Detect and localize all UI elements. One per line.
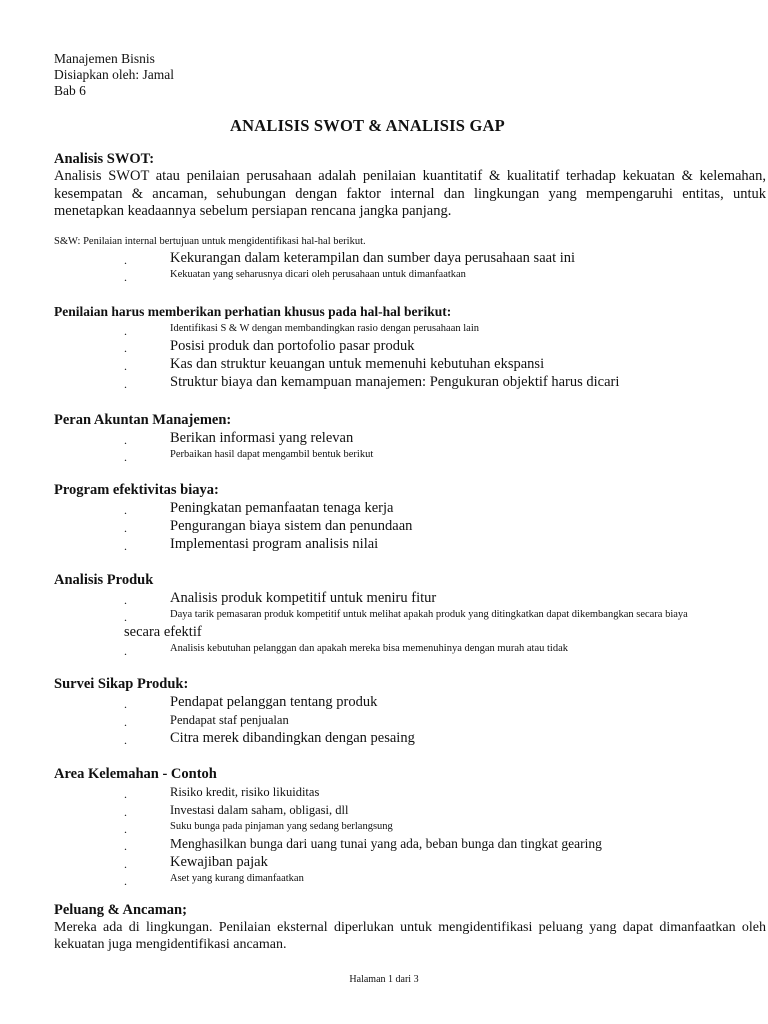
- list-item: . Aset yang kurang dimanfaatkan: [54, 871, 766, 887]
- section-heading: Area Kelemahan - Contoh: [54, 765, 217, 782]
- bullet-list: [54, 429, 766, 463]
- list-item: . Citra merek dibandingkan dengan pesaing: [54, 729, 766, 747]
- section-note: S&W: Penilaian internal bertujuan untuk mengidentifikasi hal-hal berikut.: [54, 235, 366, 247]
- page-title: ANALISIS SWOT & ANALISIS GAP: [230, 116, 505, 135]
- bullet-list: [54, 693, 766, 747]
- list-item: . Kekuatan yang seharusnya dicari oleh perusahaan untuk dimanfaatkan: [54, 267, 766, 283]
- list-item: . Risiko kredit, risiko likuiditas: [54, 783, 766, 801]
- list-item: . Investasi dalam saham, obligasi, dll: [54, 801, 766, 819]
- list-item: . Kewajiban pajak: [54, 853, 766, 871]
- list-item: . Analisis kebutuhan pelanggan dan apakah mereka bisa memenuhinya dengan murah atau tidak: [54, 641, 766, 657]
- section-penilaian: [54, 303, 766, 391]
- bullet-list: [54, 589, 766, 623]
- section-heading: Peluang & Ancaman;: [54, 901, 187, 918]
- bullet-list: [54, 783, 766, 887]
- course-name: Manajemen Bisnis: [54, 51, 155, 66]
- list-item: . Daya tarik pemasaran produk kompetitif untuk melihat apakah produk yang ditingkatkan dapat dikembangkan secara biaya: [54, 607, 766, 623]
- list-item: . Perbaikan hasil dapat mengambil bentuk berikut: [54, 447, 766, 463]
- bullet-list: [54, 249, 766, 283]
- section-program: [54, 481, 766, 553]
- chapter-label: Bab 6: [54, 83, 86, 98]
- list-item: . Pendapat pelanggan tentang produk: [54, 693, 766, 711]
- section-heading: Program efektivitas biaya:: [54, 481, 219, 498]
- list-item: . Analisis produk kompetitif untuk meniru fitur: [54, 589, 766, 607]
- section-produk: [54, 571, 766, 657]
- section-peluang: [54, 901, 766, 954]
- list-item: . Struktur biaya dan kemampuan manajemen: Pengukuran objektif harus dicari: [54, 373, 766, 391]
- section-heading: Peran Akuntan Manajemen:: [54, 411, 232, 428]
- document-header: [54, 51, 174, 99]
- section-paragraph: Mereka ada di lingkungan. Penilaian eksternal diperlukan untuk mengidentifikasi peluang yang dapat dimanfaatkan oleh kekuatan juga mengidentifikasi ancaman.: [54, 919, 766, 952]
- bullet-list: [54, 321, 766, 391]
- list-item: . Posisi produk dan portofolio pasar produk: [54, 337, 766, 355]
- list-item: . Suku bunga pada pinjaman yang sedang berlangsung: [54, 819, 766, 835]
- page-footer: Halaman 1 dari 3: [349, 974, 419, 985]
- list-item: . Kekurangan dalam keterampilan dan sumber daya perusahaan saat ini: [54, 249, 766, 267]
- section-swot: [54, 150, 766, 283]
- bullet-list: [54, 499, 766, 553]
- section-paragraph: Analisis SWOT atau penilaian perusahaan adalah penilaian kuantitatif & kualitatif terhadap kekuatan & kelemahan, kesempatan & ancaman, sehubungan dengan faktor internal dan lingkungan yang mempengaruhi entitas, untuk menetapkan keadaannya sebelum persiapan rencana jangka panjang.: [54, 168, 766, 219]
- section-heading: Survei Sikap Produk:: [54, 675, 189, 692]
- section-heading: Analisis Produk: [54, 571, 154, 588]
- list-item: . Implementasi program analisis nilai: [54, 535, 766, 553]
- section-survei: [54, 675, 766, 747]
- list-item-continuation: secara efektif: [124, 623, 202, 640]
- section-heading: Penilaian harus memberikan perhatian khusus pada hal-hal berikut:: [54, 303, 452, 319]
- document-body: [54, 150, 766, 954]
- list-item: . Identifikasi S & W dengan membandingkan rasio dengan perusahaan lain: [54, 321, 766, 337]
- list-item: . Pendapat staf penjualan: [54, 711, 766, 729]
- author-line: Disiapkan oleh: Jamal: [54, 67, 174, 82]
- section-heading: Analisis SWOT:: [54, 151, 155, 167]
- list-item: . Peningkatan pemanfaatan tenaga kerja: [54, 499, 766, 517]
- list-item: . Pengurangan biaya sistem dan penundaan: [54, 517, 766, 535]
- list-item: . Menghasilkan bunga dari uang tunai yang ada, beban bunga dan tingkat gearing: [54, 835, 766, 853]
- list-item: . Berikan informasi yang relevan: [54, 429, 766, 447]
- section-peran: [54, 411, 766, 463]
- section-kelemahan: [54, 765, 766, 887]
- list-item: . Kas dan struktur keuangan untuk memenuhi kebutuhan ekspansi: [54, 355, 766, 373]
- bullet-list: [54, 641, 766, 657]
